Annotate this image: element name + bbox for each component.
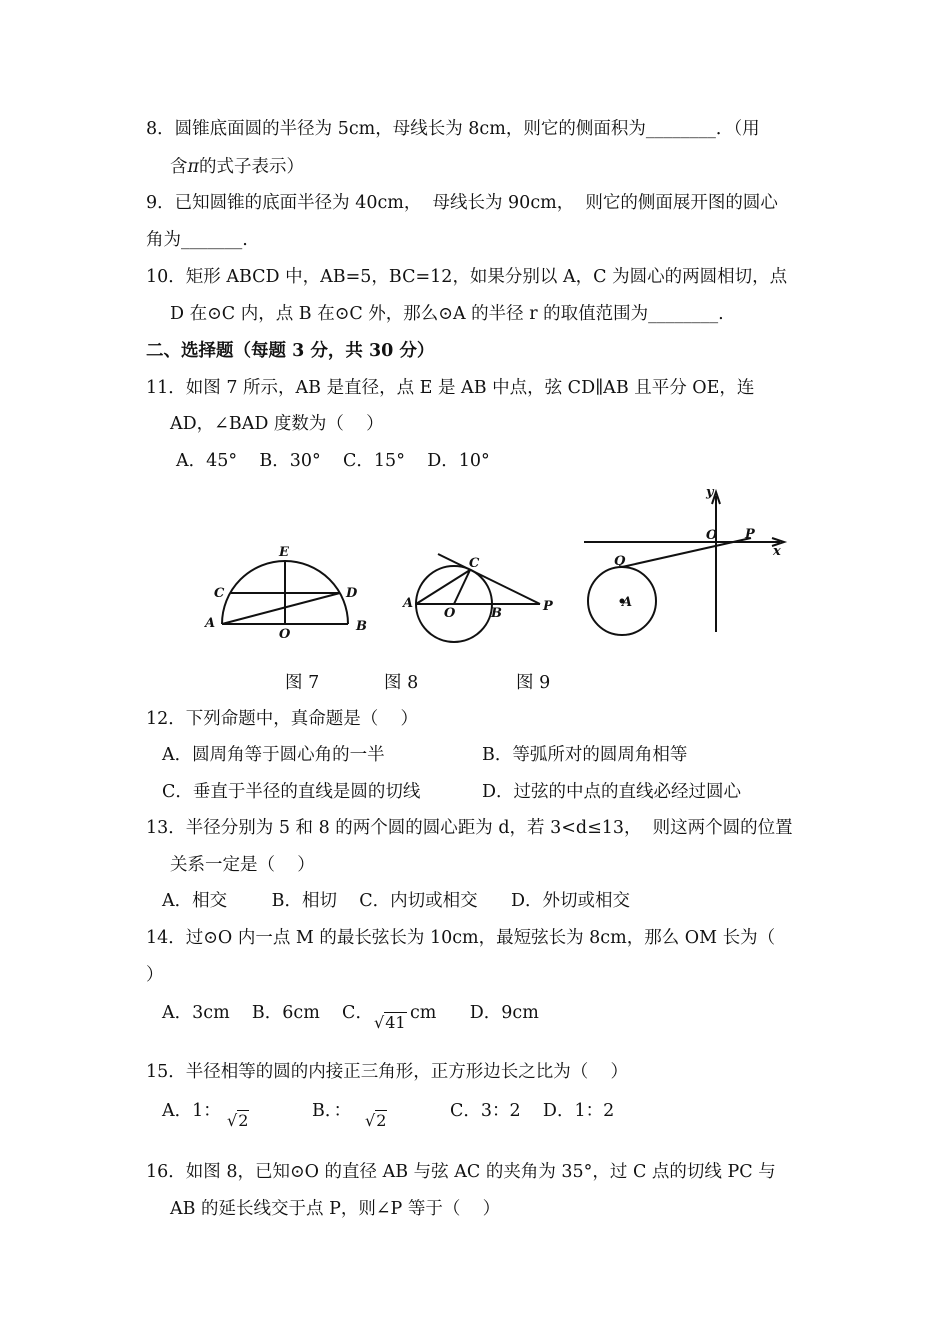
fig7-point-label: D xyxy=(346,586,358,601)
fig7-point-label: B xyxy=(356,619,367,634)
q15-option-b: B．： xyxy=(312,1101,352,1121)
fig9-point-label: Q xyxy=(614,554,626,569)
q14-line1: 14．过⊙O 内一点 M 的最长弦长为 10cm，最短弦长为 8cm，那么 OM 长为（ xyxy=(146,928,776,948)
q16-line2: AB 的延长线交于点 P，则∠P 等于（ ） xyxy=(170,1199,501,1219)
q13-options: A．相交 B．相切 C．内切或相交 D．外切或相交 xyxy=(162,891,631,911)
q12-option-c: C．垂直于半径的直线是圆的切线 xyxy=(162,782,421,802)
sqrt-41: √41 xyxy=(374,1013,406,1032)
q15-option-a: A．1： xyxy=(162,1101,221,1121)
fig8-point-label: C xyxy=(469,556,480,571)
section2-title: 二、选择题（每题 3 分，共 30 分） xyxy=(146,341,435,361)
q15-line1: 15．半径相等的圆的内接正三角形，正方形边长之比为（ ） xyxy=(146,1062,629,1082)
figure-8-labels xyxy=(401,556,554,621)
figure-7 xyxy=(222,561,348,624)
q12-option-b: B．等弧所对的圆周角相等 xyxy=(482,745,688,765)
q13-line2: 关系一定是（ ） xyxy=(170,855,315,875)
q12-option-d: D．过弦的中点的直线必经过圆心 xyxy=(482,782,742,802)
fig8-point-label: B xyxy=(491,606,502,621)
fig8-point-label: P xyxy=(543,599,553,614)
q14-line2: ） xyxy=(146,965,164,985)
sqrt-2-b: √2 xyxy=(365,1111,387,1130)
figures-area xyxy=(0,480,950,650)
fig7-point-label: A xyxy=(205,616,216,631)
radicand-2: 2 xyxy=(376,1111,387,1130)
fig7-point-label: O xyxy=(279,627,291,642)
fig8-caption: 图 8 xyxy=(384,673,419,693)
segment-ad xyxy=(222,593,340,624)
fig8-point-label: O xyxy=(444,606,456,621)
fig9-point-label: O xyxy=(706,528,718,543)
q9-line2: 角为_______. xyxy=(146,230,248,250)
q8-line2-a: 含 xyxy=(170,157,188,177)
q14-options-cd: cm D．9cm xyxy=(410,1003,539,1023)
fig9-point-label: A xyxy=(622,595,633,610)
q11-line2: AD，∠BAD 度数为（ ） xyxy=(170,414,384,434)
q11-line1: 11．如图 7 所示，AB 是直径，点 E 是 AB 中点，弦 CD∥AB 且平分 OE，连 xyxy=(146,378,755,398)
q11-options: A．45° B．30° C．15° D．10° xyxy=(176,451,490,471)
fig7-caption: 图 7 xyxy=(285,673,320,693)
fig9-caption: 图 9 xyxy=(516,673,551,693)
tangent-pc xyxy=(438,554,540,604)
q16-line1: 16．如图 8，已知⊙O 的直径 AB 与弦 AC 的夹角为 35°，过 C 点的切线 PC 与 xyxy=(146,1162,776,1182)
fig7-point-label: E xyxy=(279,545,289,560)
pi-symbol: π xyxy=(187,157,200,177)
sqrt-2-a: √2 xyxy=(227,1111,249,1130)
fig8-point-label: A xyxy=(403,596,414,611)
q13-line1: 13．半径分别为 5 和 8 的两个圆的圆心距为 d，若 3<d≤13， 则这两个圆的位置 xyxy=(146,818,793,838)
q9-line1: 9．已知圆锥的底面半径为 40cm， 母线长为 90cm， 则它的侧面展开图的圆心 xyxy=(146,193,778,213)
q10-line2: D 在⊙C 内，点 B 在⊙C 外，那么⊙A 的半径 r 的取值范围为________. xyxy=(170,304,724,324)
q10-line1: 10．矩形 ABCD 中，AB=5，BC=12，如果分别以 A，C 为圆心的两圆相切，点 xyxy=(146,267,788,287)
fig9-axis-label: x xyxy=(773,544,781,559)
fig9-point-label: P xyxy=(745,527,755,542)
radicand-2: 2 xyxy=(238,1111,249,1130)
q12-option-a: A．圆周角等于圆心角的一半 xyxy=(162,745,385,765)
fig7-point-label: C xyxy=(214,586,225,601)
q12-line1: 12．下列命题中，真命题是（ ） xyxy=(146,709,419,729)
figure-9-labels xyxy=(614,485,781,610)
q8-line2-b: 的式子表示） xyxy=(199,157,305,177)
q8-line2 xyxy=(170,156,304,178)
q15-options-cd: C．3：2 D．1：2 xyxy=(450,1101,615,1121)
fig9-axis-label: y xyxy=(706,485,714,500)
q14-options-ab: A．3cm B．6cm C． xyxy=(162,1003,373,1023)
q8-line1: 8．圆锥底面圆的半径为 5cm，母线长为 8cm，则它的侧面积为________．（用 xyxy=(146,119,760,139)
radicand-41: 41 xyxy=(385,1013,406,1032)
